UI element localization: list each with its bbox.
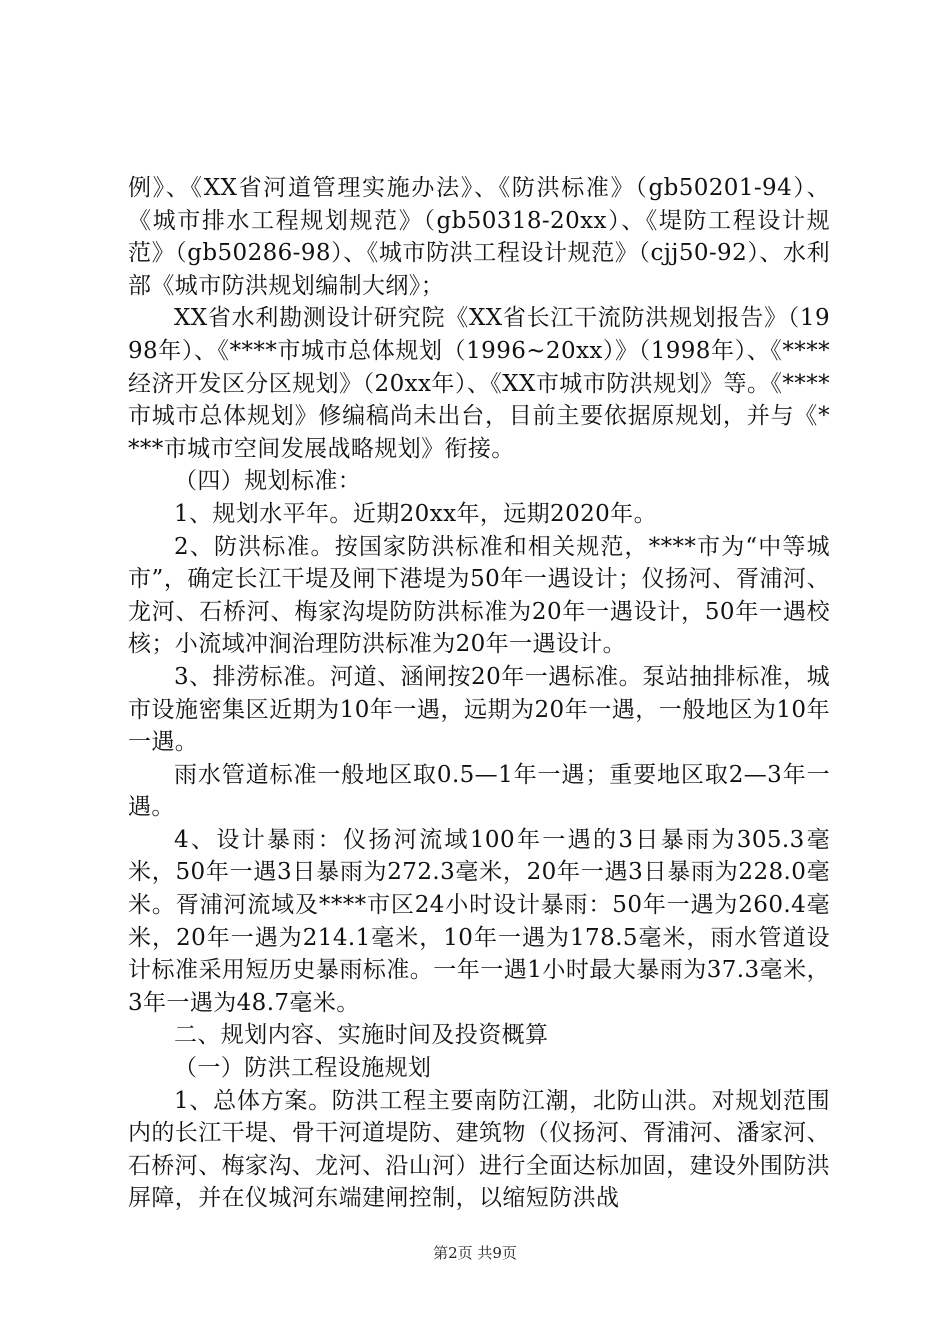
subsection-heading-flood-facilities: （一）防洪工程设施规划	[174, 1055, 432, 1082]
body-text	[128, 172, 830, 1215]
section-heading-standards: （四）规划标准：	[174, 468, 362, 495]
paragraph-planning-year: 1、规划水平年。近期20xx年，远期2020年。	[174, 500, 657, 527]
section-heading-contents: 二、规划内容、实施时间及投资概算	[174, 1022, 549, 1049]
paragraph-flood-standard: 2、防洪标准。按国家防洪标准和相关规范，****市为“中等城市”，确定长江干堤及闸下港堤为50年一遇设计；仪扬河、胥浦河、龙河、石桥河、梅家沟堤防防洪标准为20年一遇设计，50年一遇校核；小流域冲涧治理防洪标准为20年一遇设计。	[128, 533, 830, 658]
paragraph-drainage-standard: 3、排涝标准。河道、涵闸按20年一遇标准。泵站抽排标准，城市设施密集区近期为10年一遇，远期为20年一遇，一般地区为10年一遇。	[128, 663, 830, 756]
paragraph-rain-pipe-standard: 雨水管道标准一般地区取0.5—1年一遇；重要地区取2—3年一遇。	[128, 761, 830, 821]
paragraph-regulation-list: 例》、《XX省河道管理实施办法》、《防洪标准》（gb50201-94）、《城市排水工程规划规范》（gb50318-20xx）、《堤防工程设计规范》（gb50286-98）、《城市防洪工程设计规范》（cjj50-92）、水利部《城市防洪规划编制大纲》；	[128, 175, 830, 299]
paragraph-overall-plan: 1、总体方案。防洪工程主要南防江潮，北防山洪。对规划范围内的长江干堤、骨干河道堤防、建筑物（仪扬河、胥浦河、潘家河、石桥河、梅家沟、龙河、沿山河）进行全面达标加固，建设外围防洪屏障，并在仪城河东端建闸控制，以缩短防洪战	[128, 1087, 830, 1212]
paragraph-planning-basis: XX省水利勘测设计研究院《XX省长江干流防洪规划报告》（1998年）、《****市城市总体规划（1996~20xx）》（1998年）、《****经济开发区分区规划》（20xx年）、《XX市城市防洪规划》等。《****市城市总体规划》修编稿尚未出台，目前主要依据原规划，并与《****市城市空间发展战略规划》衔接。	[128, 305, 830, 462]
paragraph-design-rainstorm: 4、设计暴雨：仪扬河流域100年一遇的3日暴雨为305.3毫米，50年一遇3日暴雨为272.3毫米，20年一遇3日暴雨为228.0毫米。胥浦河流域及****市区24小时设计暴雨：50年一遇为260.4毫米，20年一遇为214.1毫米，10年一遇为178.5毫米，雨水管道设计标准采用短历史暴雨标准。一年一遇1小时最大暴雨为37.3毫米，3年一遇为48.7毫米。	[128, 826, 830, 1016]
page-number-footer: 第2页 共9页	[433, 1244, 517, 1262]
